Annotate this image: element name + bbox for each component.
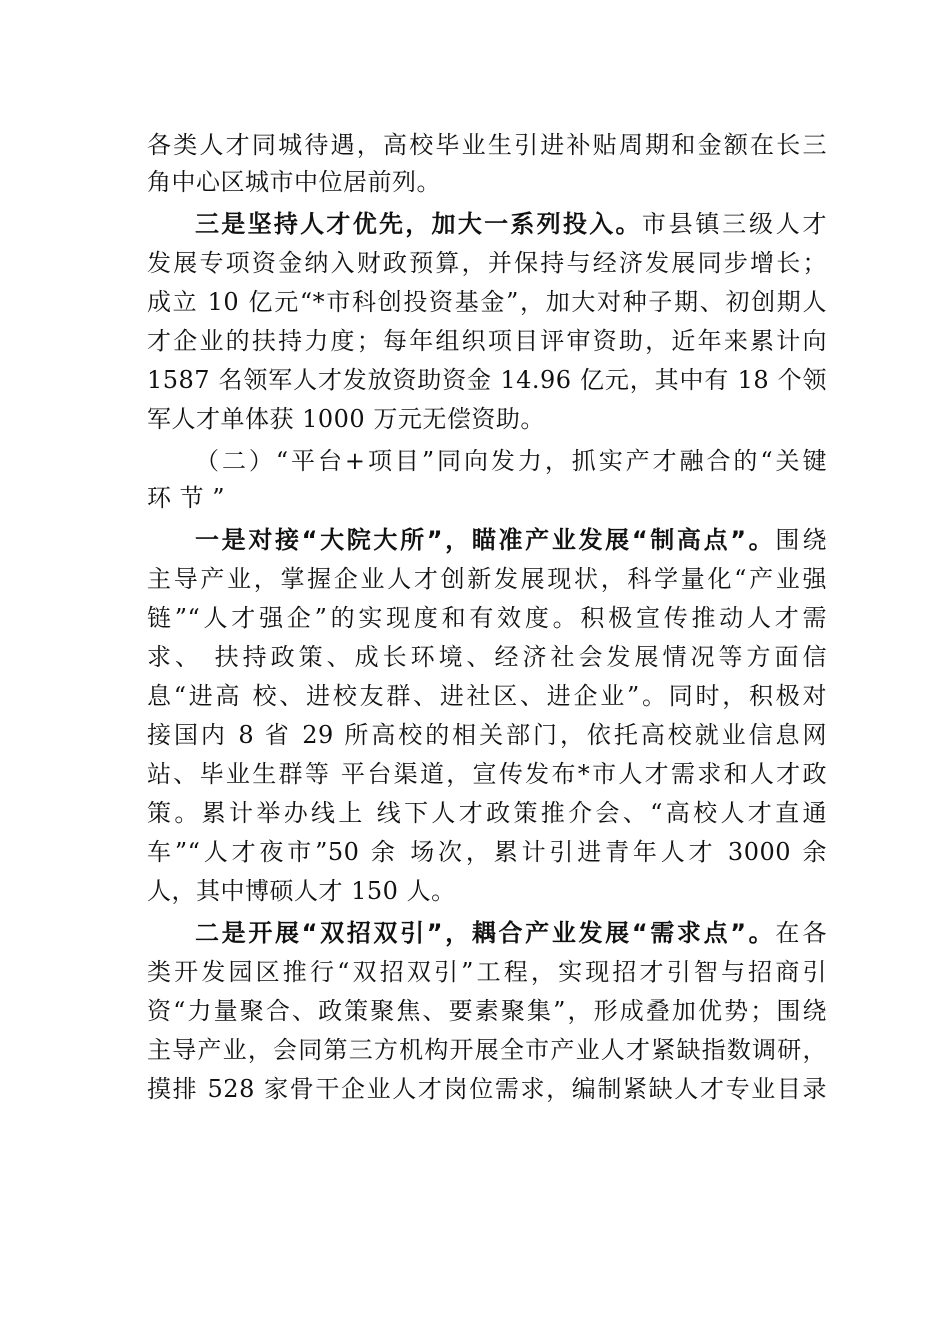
text-line: 人，其中博硕人才 150 人。	[147, 877, 456, 905]
text-line: 求、 扶持政策、成长环境、经济社会发展情况等方面信	[147, 643, 827, 671]
text-span: 在各	[775, 919, 828, 947]
paragraph-heading: 二是开展“双招双引”，耦合产业发展“需求点”。	[195, 919, 776, 947]
text-line	[195, 206, 827, 242]
text-line: 摸排 528 家骨干企业人才岗位需求，编制紧缺人才专业目录	[147, 1075, 827, 1103]
text-span: 围绕	[775, 526, 828, 554]
text-line: 发展专项资金纳入财政预算，并保持与经济发展同步增长；	[147, 249, 827, 277]
text-line	[195, 915, 827, 951]
text-line: 成立 10 亿元“*市科创投资基金”，加大对种子期、初创期人	[147, 288, 827, 316]
text-line: 链”“人才强企”的实现度和有效度。积极宣传推动人才需	[147, 604, 827, 632]
text-line: 才企业的扶持力度；每年组织项目评审资助，近年来累计向	[147, 327, 827, 355]
text-span: 市县镇三级人才	[641, 210, 828, 238]
paragraph-heading: 三是坚持人才优先，加大一系列投入。	[195, 210, 642, 238]
text-line: 车”“人才夜市”50 余 场次，累计引进青年人才 3000 余	[147, 838, 827, 866]
text-line: 站、毕业生群等 平台渠道，宣传发布*市人才需求和人才政	[147, 760, 827, 788]
text-line: 接国内 8 省 29 所高校的相关部门，依托高校就业信息网	[147, 721, 827, 749]
section-heading-line: （二）“平台+项目”同向发力，抓实产才融合的“关键	[195, 447, 827, 475]
text-line: 各类人才同城待遇，高校毕业生引进补贴周期和金额在长三	[147, 131, 827, 159]
section-heading-line: 环 节 ”	[147, 484, 226, 512]
text-line: 息“进高 校、进校友群、进社区、进企业”。同时，积极对	[147, 682, 827, 710]
text-line: 类开发园区推行“双招双引”工程，实现招才引智与招商引	[147, 958, 827, 986]
text-line: 策。累计举办线上 线下人才政策推介会、“高校人才直通	[147, 799, 827, 827]
text-line: 主导产业，掌握企业人才创新发展现状，科学量化“产业强	[147, 565, 827, 593]
text-line: 主导产业，会同第三方机构开展全市产业人才紧缺指数调研，	[147, 1036, 827, 1064]
text-line: 资“力量聚合、政策聚焦、要素聚集”，形成叠加优势；围绕	[147, 997, 827, 1025]
text-line	[195, 522, 827, 558]
text-line: 军人才单体获 1000 万元无偿资助。	[147, 405, 545, 433]
text-line: 1587 名领军人才发放资助资金 14.96 亿元，其中有 18 个领	[147, 366, 827, 394]
text-line: 角中心区城市中位居前列。	[147, 168, 441, 196]
paragraph-heading: 一是对接“大院大所”，瞄准产业发展“制高点”。	[195, 526, 776, 554]
